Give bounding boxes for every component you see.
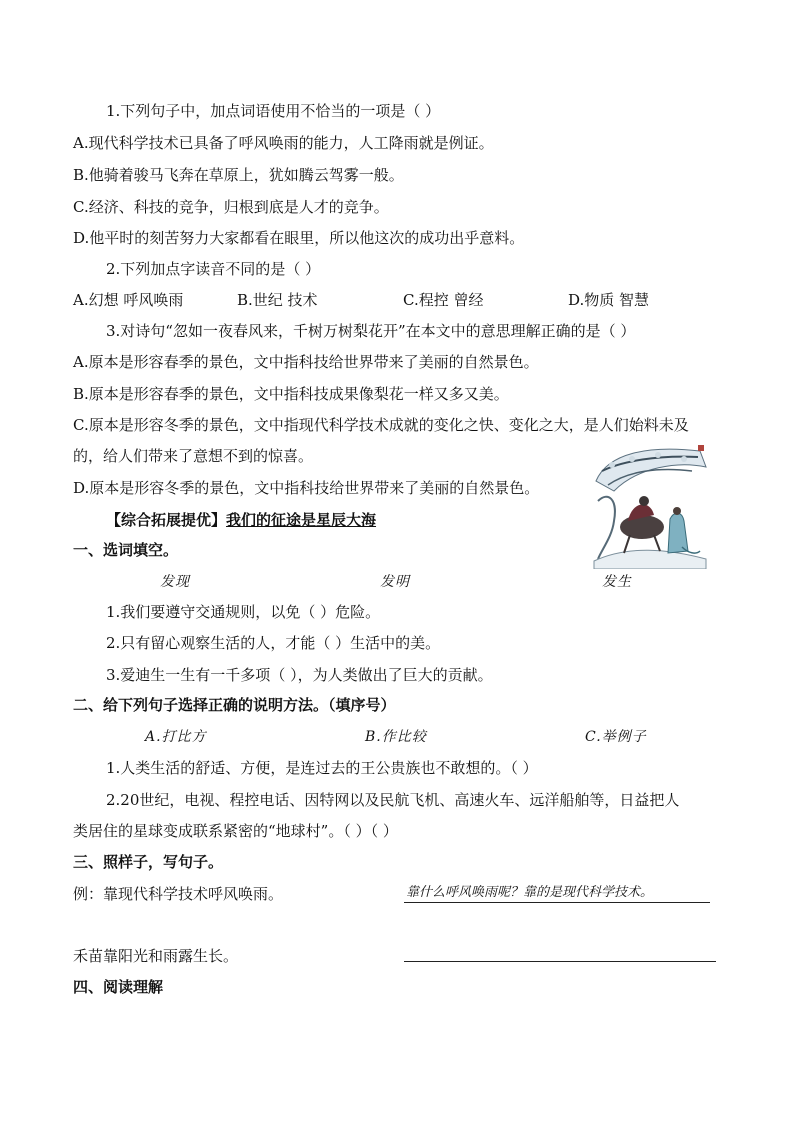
part3-example-answer: 靠什么呼风唤雨呢？靠的是现代科学技术。 bbox=[404, 884, 710, 903]
q2-option-d: D.物质 智慧 bbox=[568, 291, 650, 309]
part1-title: 一、选词填空。 bbox=[73, 541, 179, 559]
part4-title: 四、阅读理解 bbox=[73, 978, 164, 996]
section-header-title: 我们的征途是星辰大海 bbox=[226, 511, 377, 529]
q1-stem: 1.下列句子中，加点词语使用不恰当的一项是（ ） bbox=[106, 102, 441, 120]
section-header bbox=[106, 510, 376, 530]
q1-option-d: D.他平时的刻苦努力大家都看在眼里，所以他这次的成功出乎意料。 bbox=[73, 229, 525, 247]
part2-sentence-2-line1: 2.20世纪，电视、程控电话、因特网以及民航飞机、高速火车、远洋船舶等，日益把人 bbox=[106, 791, 680, 809]
part1-sentence-1: 1.我们要遵守交通规则，以免（ ）危险。 bbox=[106, 603, 381, 621]
word-option-1: 发现 bbox=[160, 574, 190, 590]
part3-task: 禾苗靠阳光和雨露生长。 bbox=[73, 947, 239, 965]
q2-option-a: A.幻想 呼风唤雨 bbox=[73, 291, 184, 309]
method-option-c: C.举例子 bbox=[585, 729, 647, 745]
word-option-2: 发明 bbox=[380, 574, 410, 590]
part2-title: 二、给下列句子选择正确的说明方法。（填序号） bbox=[73, 696, 396, 714]
q1-option-b: B.他骑着骏马飞奔在草原上，犹如腾云驾雾一般。 bbox=[73, 166, 404, 184]
q3-stem: 3.对诗句“忽如一夜春风来，千树万树梨花开”在本文中的意思理解正确的是（ ） bbox=[106, 322, 636, 340]
method-option-b: B.作比较 bbox=[365, 729, 427, 745]
part2-sentence-1: 1.人类生活的舒适、方便，是连过去的王公贵族也不敢想的。（ ） bbox=[106, 759, 538, 777]
method-option-a: A.打比方 bbox=[145, 729, 207, 745]
q3-option-c-line2: 的，给人们带来了意想不到的惊喜。 bbox=[73, 447, 314, 465]
q2-stem: 2.下列加点字读音不同的是（ ） bbox=[106, 260, 321, 278]
part3-example: 例：靠现代科学技术呼风唤雨。 bbox=[73, 885, 284, 903]
q3-option-b: B.原本是形容春季的景色，文中指科技成果像梨花一样又多又美。 bbox=[73, 385, 509, 403]
word-option-3: 发生 bbox=[602, 574, 632, 590]
q3-option-c-line1: C.原本是形容冬季的景色，文中指现代科学技术成就的变化之快、变化之大，是人们始料未及 bbox=[73, 416, 689, 434]
q2-option-c: C.程控 曾经 bbox=[403, 291, 484, 309]
section-header-bracket: 【综合拓展提优】 bbox=[106, 511, 227, 529]
part1-sentence-2: 2.只有留心观察生活的人，才能（ ）生活中的美。 bbox=[106, 634, 441, 652]
q2-option-b: B.世纪 技术 bbox=[237, 291, 318, 309]
part3-title: 三、照样子，写句子。 bbox=[73, 853, 224, 871]
q3-option-d: D.原本是形容冬季的景色，文中指科技给世界带来了美丽的自然景色。 bbox=[73, 479, 540, 497]
q3-option-a: A.原本是形容春季的景色，文中指科技给世界带来了美丽的自然景色。 bbox=[73, 353, 539, 371]
part3-answer-blank[interactable] bbox=[404, 961, 716, 962]
q1-option-a: A.现代科学技术已具备了呼风唤雨的能力，人工降雨就是例证。 bbox=[73, 134, 494, 152]
poem-illustration bbox=[588, 441, 710, 569]
part1-sentence-3: 3.爱迪生一生有一千多项（ ），为人类做出了巨大的贡献。 bbox=[106, 666, 493, 684]
part2-sentence-2-line2: 类居住的星球变成联系紧密的“地球村”。（ ）（ ） bbox=[73, 822, 398, 840]
q1-option-c: C.经济、科技的竞争，归根到底是人才的竞争。 bbox=[73, 198, 389, 216]
